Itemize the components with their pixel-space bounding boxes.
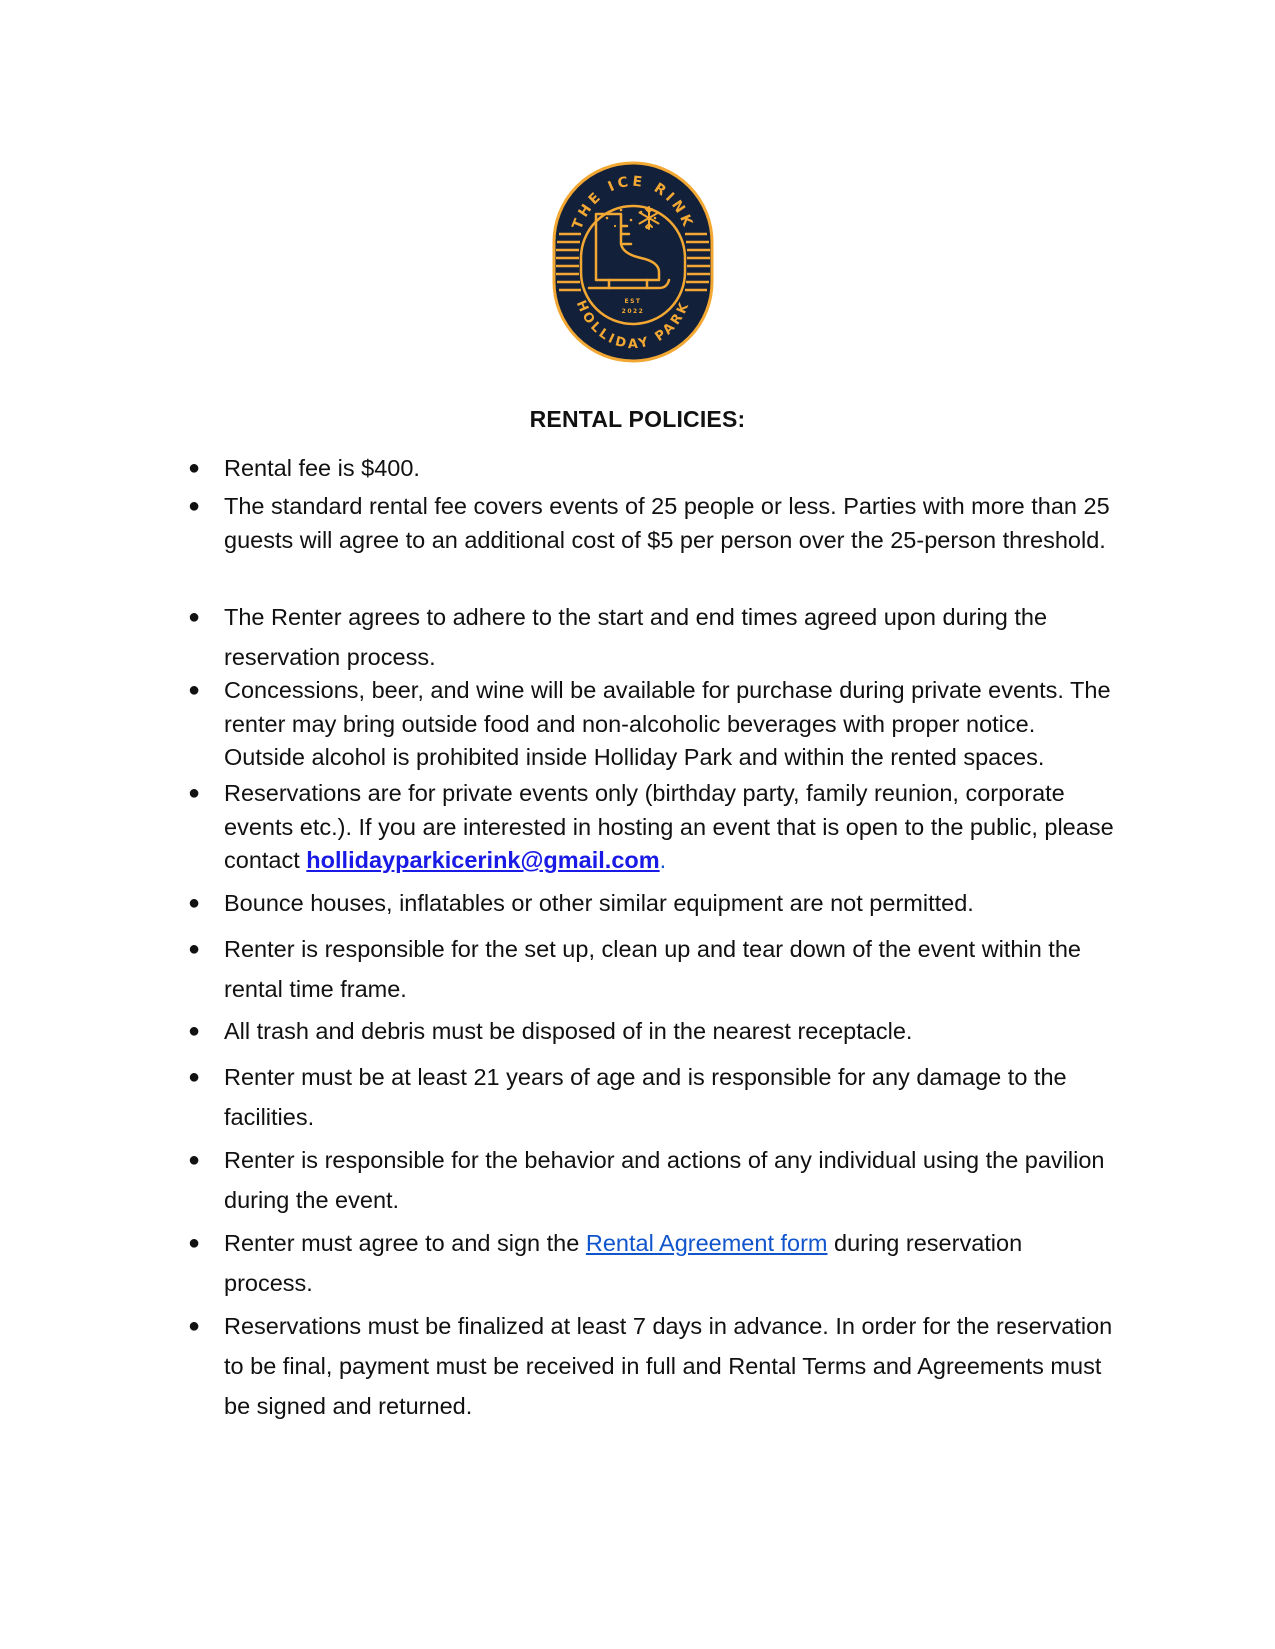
policy-text: Renter is responsible for the behavior and actions of any individual using the pavilion during the event. bbox=[224, 1147, 1105, 1213]
policy-text: The standard rental fee covers events of 25 people or less. Parties with more than 25 guests will agree to an additional cost of $5 per person over the 25-person threshold. bbox=[224, 493, 1110, 553]
policy-text: The Renter agrees to adhere to the start and end times agreed upon during the reservation process. bbox=[224, 604, 1048, 670]
policy-item bbox=[188, 1015, 1114, 1049]
bullet-icon: ● bbox=[188, 938, 201, 960]
policy-item bbox=[188, 1223, 1114, 1303]
bullet-icon: ● bbox=[188, 1020, 201, 1042]
policy-text-end: during reservation process. bbox=[224, 1230, 1023, 1296]
logo-est-year: 2022 bbox=[621, 308, 645, 315]
policy-text: Renter is responsible for the set up, clean up and tear down of the event within the rental time frame. bbox=[224, 936, 1081, 1002]
rental-agreement-link[interactable]: Rental Agreement form bbox=[585, 1230, 828, 1256]
bullet-icon: ● bbox=[188, 892, 201, 914]
policy-item bbox=[188, 452, 1114, 486]
policy-text: Renter must be at least 21 years of age and is responsible for any damage to the facilities. bbox=[224, 1064, 1067, 1130]
policy-item bbox=[188, 1140, 1114, 1220]
contact-email-link[interactable]: hollidayparkicerink@gmail.com bbox=[306, 847, 660, 873]
policy-item bbox=[188, 1057, 1114, 1137]
policy-item bbox=[188, 674, 1114, 775]
logo-bottom-text: HOLLIDAY PARK bbox=[572, 298, 694, 353]
bullet-icon: ● bbox=[188, 1066, 201, 1088]
bullet-icon: ● bbox=[188, 1149, 201, 1171]
bullet-icon: ● bbox=[188, 1315, 201, 1337]
policy-text: Concessions, beer, and wine will be available for purchase during private events. The renter may bring outside food and non-alcoholic beverages with proper notice. Outside alcohol is prohibited inside Holliday Park and within the rented spaces. bbox=[224, 677, 1111, 770]
policy-text: Reservations are for private events only (birthday party, family reunion, corporate events etc.). If you are interested in hosting an event that is open to the public, please contact bbox=[224, 780, 1114, 873]
bullet-icon: ● bbox=[188, 782, 201, 804]
bullet-icon: ● bbox=[188, 457, 201, 479]
bullet-icon: ● bbox=[188, 679, 201, 701]
policy-text-end: . bbox=[659, 847, 667, 873]
policy-item bbox=[188, 1306, 1114, 1426]
bullet-icon: ● bbox=[188, 1232, 201, 1254]
policy-item bbox=[188, 777, 1114, 878]
policy-item bbox=[188, 887, 1114, 921]
logo-top-text: THE ICE RINK bbox=[569, 173, 697, 232]
policy-item bbox=[188, 929, 1114, 1009]
logo-est-label: EST bbox=[624, 298, 642, 305]
bullet-icon: ● bbox=[188, 606, 201, 628]
page-title: RENTAL POLICIES: bbox=[529, 406, 746, 432]
policy-item bbox=[188, 597, 1114, 677]
policy-text: Bounce houses, inflatables or other similar equipment are not permitted. bbox=[224, 890, 974, 916]
policy-item bbox=[188, 490, 1114, 557]
policy-text: Rental fee is $400. bbox=[224, 455, 420, 481]
bullet-icon: ● bbox=[188, 495, 201, 517]
policy-text: Reservations must be finalized at least 7 days in advance. In order for the reservation to be final, payment must be received in full and Rental Terms and Agreements must be signed and returned. bbox=[224, 1313, 1113, 1419]
policy-text: All trash and debris must be disposed of in the nearest receptacle. bbox=[224, 1018, 913, 1044]
policy-text: Renter must agree to and sign the bbox=[224, 1230, 586, 1256]
